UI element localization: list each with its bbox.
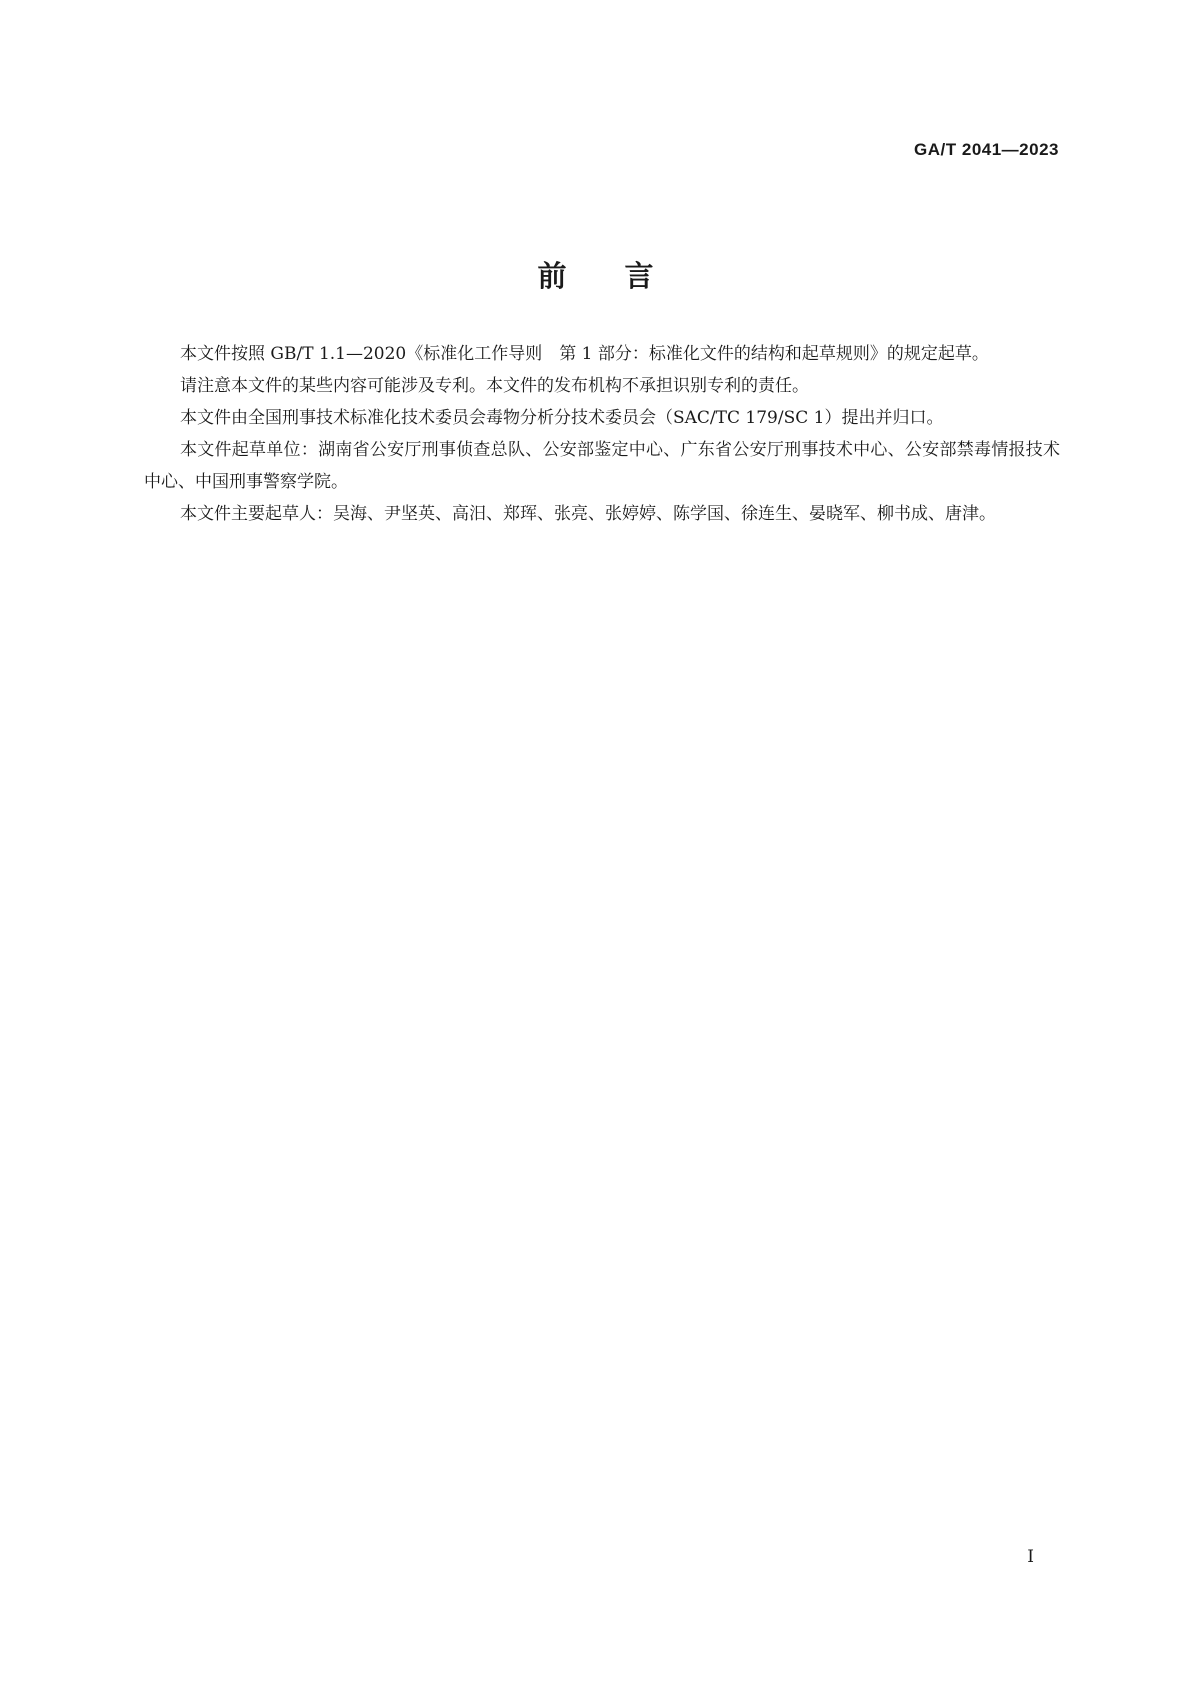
preface-paragraph-drafting-units: 本文件起草单位：湖南省公安厅刑事侦查总队、公安部鉴定中心、广东省公安厅刑事技术中心、公安部禁毒情报技术中心、中国刑事警察学院。 (144, 440, 1060, 492)
document-code: GA/T 2041—2023 (914, 140, 1059, 159)
preface-paragraph-drafting-rules: 本文件按照 GB/T 1.1—2020《标准化工作导则 第 1 部分：标准化文件的结构和起草规则》的规定起草。 (180, 344, 989, 364)
preface-paragraph-patent-notice: 请注意本文件的某些内容可能涉及专利。本文件的发布机构不承担识别专利的责任。 (180, 376, 809, 396)
preface-body (144, 338, 1060, 530)
preface-paragraph-drafters: 本文件主要起草人：吴海、尹坚英、高汨、郑珲、张亮、张婷婷、陈学国、徐连生、晏晓军、柳书成、唐津。 (180, 504, 996, 524)
page-title: 前言 (537, 259, 712, 294)
page-number: I (1027, 1547, 1034, 1567)
preface-paragraph-proposer: 本文件由全国刑事技术标准化技术委员会毒物分析分技术委员会（SAC/TC 179/SC 1）提出并归口。 (180, 408, 944, 428)
